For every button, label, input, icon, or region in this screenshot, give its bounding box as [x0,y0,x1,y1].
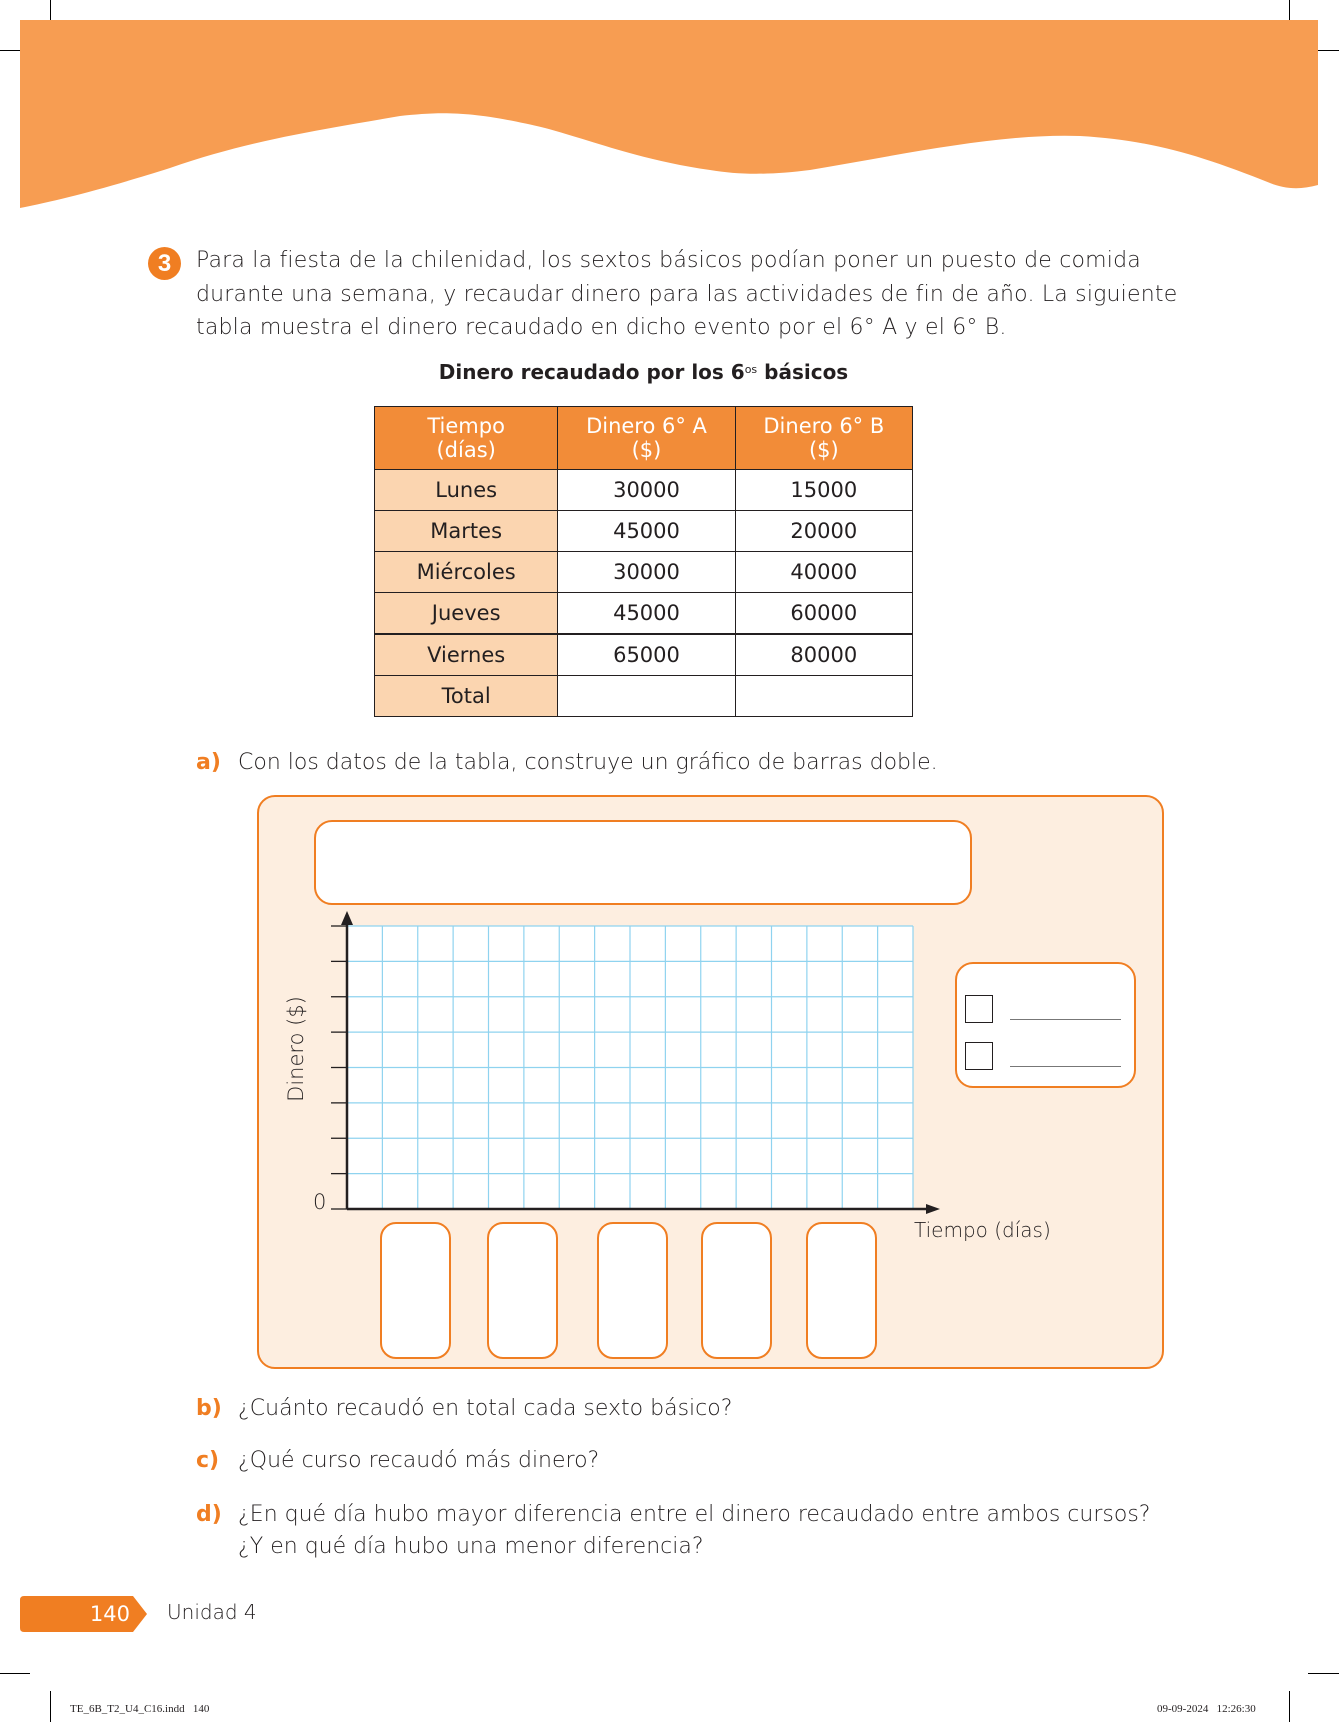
question-label: c) [196,1448,220,1473]
value-cell-b: 20000 [735,511,912,552]
value-cell-a: 30000 [558,470,735,511]
crop-mark [50,1691,51,1722]
day-cell: Jueves [375,593,558,635]
question-text: Con los datos de la tabla, construye un gráfico de barras doble. [238,750,938,775]
category-label-box[interactable] [380,1222,451,1359]
value-cell-b: 40000 [735,552,912,593]
question-text: ¿Cuánto recaudó en total cada sexto básico? [238,1396,733,1421]
y-axis-arrow-icon [341,911,353,925]
x-axis-arrow-icon [926,1204,940,1214]
value-cell-b: 80000 [735,634,912,676]
file-slug: TE_6B_T2_U4_C16.indd 140 [70,1703,210,1715]
page-number: 140 [89,1602,130,1626]
header-line: Dinero 6° A [586,414,707,438]
crop-mark [1308,1673,1339,1674]
question-b [196,1396,732,1421]
header-line: ($) [808,438,839,462]
value-cell-a: 45000 [558,593,735,635]
header-line: Dinero 6° B [763,414,885,438]
day-cell: Lunes [375,470,558,511]
question-text-continued: ¿Y en qué día hubo una menor diferencia? [238,1534,704,1559]
y-axis-label: Dinero ($) [284,996,308,1102]
question-c [196,1448,599,1473]
table-title-sup: os [744,363,758,376]
print-timestamp: 09-09-2024 12:26:30 [1157,1703,1256,1715]
x-axis-label: Tiempo (días) [914,1218,1051,1242]
crop-mark [1289,1691,1290,1722]
y-origin-label: 0 [313,1190,327,1214]
day-cell: Miércoles [375,552,558,593]
question-d [196,1499,1150,1563]
value-cell-a: 45000 [558,511,735,552]
day-cell: Viernes [375,634,558,676]
crop-mark [0,1673,30,1674]
exercise-number-badge: 3 [148,247,181,280]
question-label: a) [196,750,221,775]
value-cell-a: 30000 [558,552,735,593]
intro-line: durante una semana, y recaudar dinero para las actividades de fin de año. La siguiente [196,281,1178,307]
question-text: ¿En qué día hubo mayor diferencia entre el dinero recaudado entre ambos cursos? [238,1502,1151,1527]
header-line: (días) [436,438,496,462]
value-cell-b: 60000 [735,593,912,635]
category-label-box[interactable] [701,1222,772,1359]
question-text: ¿Qué curso recaudó más dinero? [238,1448,600,1473]
header-line: ($) [631,438,662,462]
intro-line: Para la fiesta de la chilenidad, los sextos básicos podían poner un puesto de comida [196,248,1141,273]
total-label-cell: Total [375,676,558,717]
category-label-box[interactable] [487,1222,558,1359]
value-cell-b: 15000 [735,470,912,511]
category-label-box[interactable] [597,1222,668,1359]
table-title-end: básicos [757,360,849,384]
intro-line: tabla muestra el dinero recaudado en dicho evento por el 6° A y el 6° B. [196,315,1007,340]
category-label-box[interactable] [806,1222,877,1359]
table-title-main: Dinero recaudado por los 6 [438,360,745,384]
question-label: b) [196,1396,222,1421]
unit-label: Unidad 4 [167,1600,257,1624]
day-cell: Martes [375,511,558,552]
value-cell-a: 65000 [558,634,735,676]
question-label: d) [196,1502,222,1527]
header-line: Tiempo [427,414,505,438]
